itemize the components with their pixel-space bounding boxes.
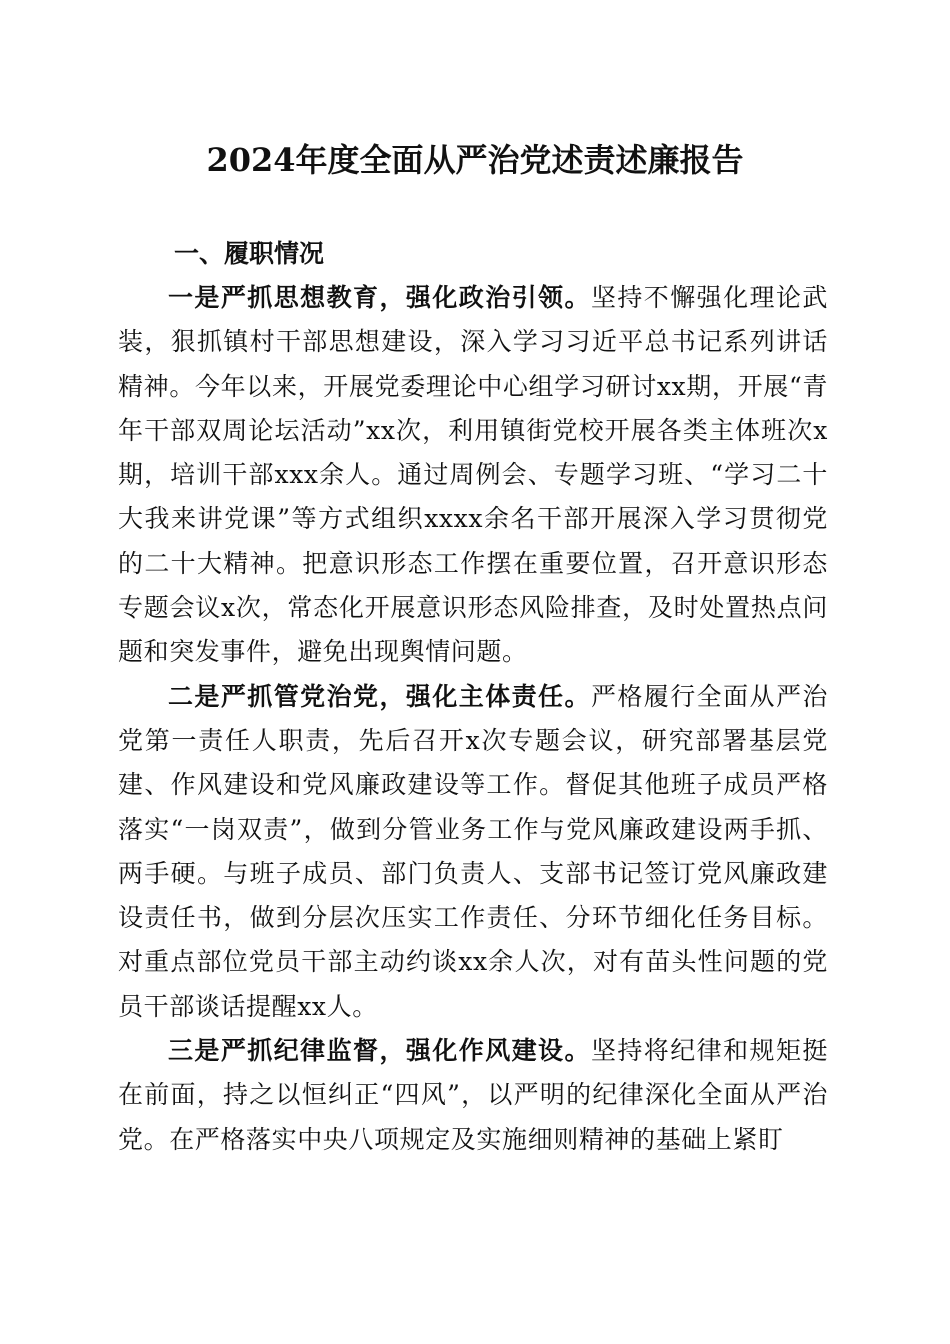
paragraph-2-lead: 二是严抓管党治党，强化主体责任。	[168, 681, 591, 711]
document-title: 2024年度全面从严治党述责述廉报告	[206, 141, 744, 179]
paragraph-2-text: 严格履行全面从严治党第一责任人职责，先后召开x次专题会议，研究部署基层党建、作风建设和党风廉政建设等工作。督促其他班子成员严格落实“一岗双责”，做到分管业务工作与党风廉政建设两手抓、两手硬。与班子成员、部门负责人、支部书记签订党风廉政建设责任书，做到分层次压实工作责任、分环节细化任务目标。对重点部位党员干部主动约谈xx余人次，对有苗头性问题的党员干部谈话提醒xx人。	[118, 681, 828, 1021]
document-body	[118, 232, 828, 1162]
paragraph-1-text: 坚持不懈强化理论武装，狠抓镇村干部思想建设，深入学习习近平总书记系列讲话精神。今年以来，开展党委理论中心组学习研讨xx期，开展“青年干部双周论坛活动”xx次，利用镇街党校开展各类主体班次x期，培训干部xxx余人。通过周例会、专题学习班、“学习二十大我来讲党课”等方式组织xxxx余名干部开展深入学习贯彻党的二十大精神。把意识形态工作摆在重要位置，召开意识形态专题会议x次，常态化开展意识形态风险排查，及时处置热点问题和突发事件，避免出现舆情问题。	[118, 283, 828, 667]
paragraph-3-text: 坚持将纪律和规矩挺在前面，持之以恒纠正“四风”，以严明的纪律深化全面从严治党。在严格落实中央八项规定及实施细则精神的基础上紧盯	[118, 1036, 828, 1154]
paragraph-1-lead: 一是严抓思想教育，强化政治引领。	[168, 283, 591, 312]
paragraph-2	[118, 675, 828, 1029]
section-heading: 一、履职情况	[174, 239, 325, 268]
paragraph-1	[118, 276, 828, 675]
paragraph-3	[118, 1029, 828, 1162]
paragraph-3-lead: 三是严抓纪律监督，强化作风建设。	[168, 1036, 591, 1066]
